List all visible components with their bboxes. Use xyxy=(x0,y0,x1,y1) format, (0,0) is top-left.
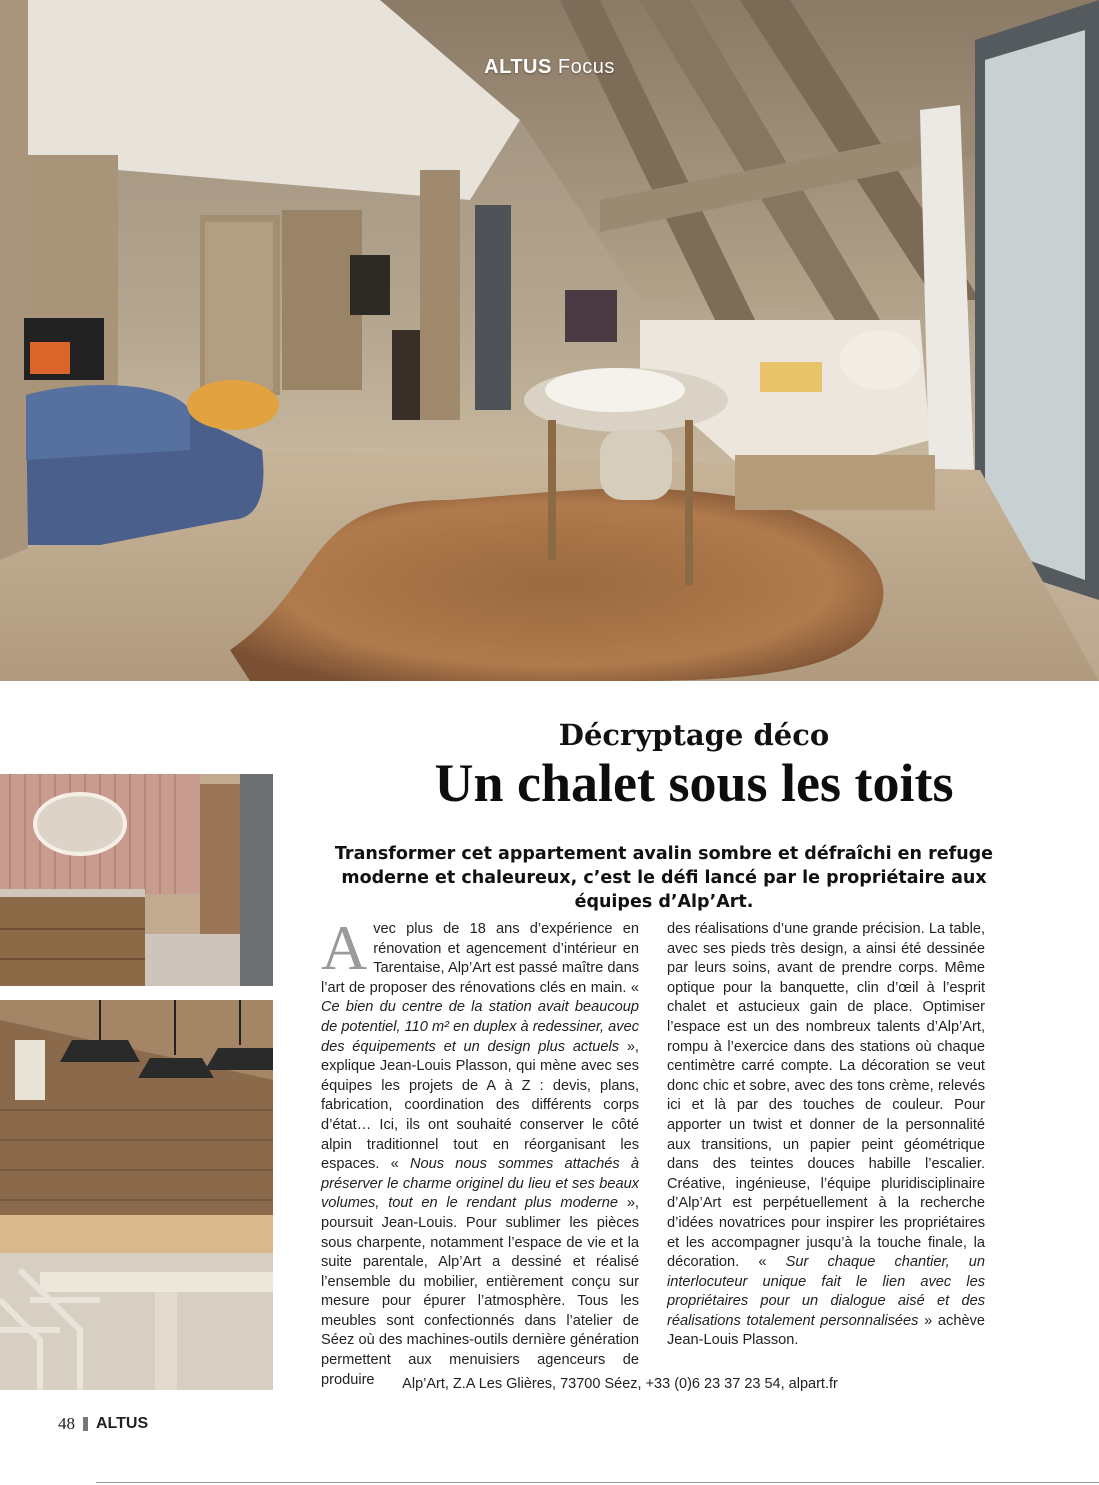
bathroom-photo xyxy=(0,774,273,986)
folio-separator xyxy=(83,1417,88,1431)
article-column-2 xyxy=(667,920,985,1351)
col1-part-2: », explique Jean-Louis Plasson, qui mène avec ses équipes les projets de A à Z : devis, plans, fabrication, coordination des différents corps d’état… Ici, ils ont souhaité conserver le côté alpin traditionnel tout en réorganisant les espaces. « xyxy=(321,1038,639,1173)
col2-part-2: » achève Jean-Louis Plasson. xyxy=(667,1312,985,1349)
page-number: 48 xyxy=(58,1414,75,1433)
article-lede: Transformer cet appartement avalin sombre et défraîchi en refuge moderne et chaleureux, c’est le défi lancé par le propriétaire aux équipes d’Alp’Art. xyxy=(334,844,994,912)
article-title: Un chalet sous les toits xyxy=(434,753,954,813)
col1-part-3: Nous nous sommes attachés à préserver le charme originel du lieu et ses beaux volumes, tout en le rendant plus moderne xyxy=(321,1156,640,1212)
col1-part-0: vec plus de 18 ans d’expérience en rénovation et agencement d’intérieur en Tarentaise, Alp’Art est passé maître dans l’art de proposer des rénovations clés en main. « xyxy=(321,921,639,996)
col1-part-4: », poursuit Jean-Louis. Pour sublimer les pièces sous charpente, notamment l’espace de vie et la suite parentale, Alp’Art a dessiné et réalisé l’ensemble du mobilier, entièrement conçu sur mesure pour épurer l’atmosphère. Tous les meubles sont confectionnés dans l’atelier de Séez où des machines-outils dernière génération permettent aux menuisiers agenceurs de produire xyxy=(321,1195,639,1388)
bathroom-photo-illustration xyxy=(0,774,273,986)
article-eyebrow: Décryptage déco xyxy=(558,718,830,752)
page-folio xyxy=(58,1414,148,1434)
brand-name: ALTUS xyxy=(484,56,552,78)
magazine-name: ALTUS xyxy=(96,1415,149,1432)
company-credit: Alp’Art, Z.A Les Glières, 73700 Séez, +33 (0)6 23 37 23 54, alpart.fr xyxy=(402,1376,838,1392)
bottom-rule xyxy=(96,1482,1099,1483)
article-column-1 xyxy=(321,912,640,1390)
col2-part-1: Sur chaque chantier, un interlocuteur unique fait le lien avec les propriétaires pour un dialogue aisé et des réalisations totalement personnalisées xyxy=(667,1254,986,1329)
hero-photo xyxy=(0,0,1099,681)
section-name: Focus xyxy=(557,56,615,78)
col1-part-1: Ce bien du centre de la station avait beaucoup de potentiel, 110 m² en duplex à redessiner, avec des équipements et un design plus actuels xyxy=(321,999,639,1055)
dropcap: A xyxy=(321,912,368,983)
dining-photo xyxy=(0,1000,273,1390)
hero-photo-illustration xyxy=(0,0,1099,681)
col2-part-0: des réalisations d’une grande précision. La table, avec ses pieds très design, a ainsi été dessinée par leurs soins, avant de prendre corps. Même optique pour la banquette, clin d’œil à l’esprit chalet et astucieux gain de place. Optimiser l’espace est un des nombreux talents d’Alp’Art, rompu à l’exercice dans des stations où chaque centimètre carré compte. La décoration se veut donc chic et sobre, avec des tons crème, relevés ici et là par des touches de couleur. Pour apporter un twist et donner de la personnalité aux transitions, un papier peint géométrique dans des teintes douces habille l’escalier. Créative, ingénieuse, l’équipe pluridisciplinaire d’Alp’Art est perpétuellement à la recherche d’idées novatrices pour inspirer les propriétaires et les accompagner jusqu’à la touche finale, la décoration. « xyxy=(667,921,985,1271)
dining-photo-illustration xyxy=(0,1000,273,1390)
section-kicker xyxy=(0,56,1099,79)
